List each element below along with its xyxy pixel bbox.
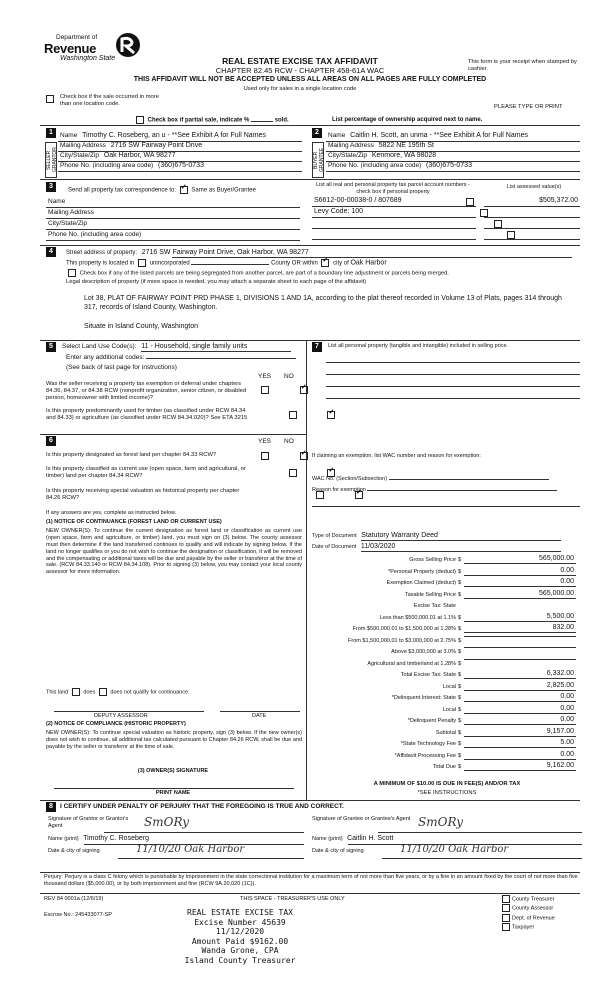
minimum-due-note: A MINIMUM OF $10.00 IS DUE IN FEE(S) AND/OR TAX — [373, 781, 521, 787]
buyer-phone-label: Phone No. (including area code) — [328, 162, 422, 169]
tax-row-label: *Personal Property (deduct) — [388, 568, 456, 575]
s5-q1-yes[interactable] — [261, 386, 269, 394]
dollar-sign: $ — [458, 649, 462, 655]
tax-row-label: From $500,000.01 to $1,500,000 at 1.28% — [352, 626, 456, 632]
city-of-label: city of — [333, 260, 349, 267]
tax-row-label: *Delinquent Penalty — [407, 718, 456, 724]
reason-field[interactable] — [367, 490, 557, 491]
see-instructions-note: *SEE INSTRUCTIONS — [417, 790, 477, 796]
s5-q2: Is this property predominantly used for timber (as classified under RCW 84.34 and 84.33) or agriculture (as classified under RCW 84.34.020)? See ETA 3215 — [46, 408, 248, 422]
tax-row-label: Local — [442, 683, 456, 690]
tax-row-amount[interactable]: 2,825.00 — [464, 682, 576, 691]
tax-row — [310, 613, 576, 624]
grantor-name-label: Name (print) — [48, 836, 79, 842]
situate-text[interactable]: Situate in Island County, Washington — [84, 323, 199, 330]
wac-field[interactable] — [389, 479, 549, 480]
sold-label: sold. — [274, 117, 289, 124]
county-field[interactable] — [191, 264, 269, 265]
tax-row-label: Exemption Claimed (deduct) — [386, 580, 456, 586]
section-8 — [44, 802, 584, 874]
tax-name-label: Name — [48, 198, 66, 205]
tax-row-label: Above $3,000,000 at 3.0% — [391, 649, 456, 655]
section-6-number: 6 — [46, 436, 56, 446]
tax-row — [310, 682, 576, 693]
seller-city-value[interactable]: Oak Harbor, WA 98277 — [103, 152, 176, 159]
dollar-sign: $ — [458, 695, 462, 701]
used-only-note: Used only for sales in a single location code — [243, 86, 357, 92]
same-as-buyer-checkbox[interactable] — [180, 186, 188, 194]
notice1-text: NEW OWNER(S): To continue the current designation as forest land or classification as current use (open space, farm and agriculture, or timber) land, you must sign on (3) below. The county assessor must then determine if the land transferred continues to qualify and will indicate by signing below. If the land no longer qualifies or you do not wish to continue the designation or classification, it will be removed and the compensating or additional taxes will be due and payable by the seller or transferor at the time of sale. (RCW 84.33.140 or RCW 84.34.108). Prior to signing (3) below, you may contact your local county assessor for more information. — [46, 528, 302, 576]
notice-banner: THIS AFFIDAVIT WILL NOT BE ACCEPTED UNLESS ALL AREAS ON ALL PAGES ARE FULLY COMPLETED — [133, 76, 487, 83]
tax-row-label: Taxable Selling Price — [404, 591, 456, 598]
s6-q3: Is this property receiving special valuation as historical property per chapter 84.26 RCW? — [46, 488, 240, 502]
tax-row-label: Less than $500,000.01 at 1.1% — [379, 614, 456, 621]
buyer-section — [312, 128, 582, 177]
copy-assessor-checkbox[interactable] — [502, 904, 510, 912]
tax-row-amount[interactable]: 9,162.00 — [464, 762, 576, 771]
stamp-line-3: 11/12/2020 — [215, 927, 265, 937]
copy-assessor-label: County Assessor — [512, 905, 554, 912]
copy-revenue-label: Dept. of Revenue — [512, 915, 555, 922]
section-4 — [44, 247, 584, 333]
tax-row-amount[interactable]: 0.00 — [464, 716, 576, 725]
multi-location-label: Check box if the sale occurred in more than one location code. — [60, 94, 159, 107]
same-as-buyer-label: Same as Buyer/Grantee — [191, 187, 256, 194]
tax-row-amount[interactable]: 5.00 — [464, 739, 576, 748]
seller-phone-label: Phone No. (including area code) — [60, 162, 154, 169]
dept-line3: Washington State — [60, 55, 116, 62]
section-3-number: 3 — [46, 182, 56, 192]
dollar-sign: $ — [458, 706, 462, 713]
grantor-date-value[interactable]: 11/10/20 Oak Harbor — [136, 844, 245, 855]
copy-taxpayer-label: Taxpayer — [512, 924, 535, 931]
dollar-sign: $ — [458, 580, 462, 586]
buyer-mailing-value[interactable]: 5822 NE 195th St — [378, 142, 434, 149]
revenue-logo — [44, 34, 154, 74]
tax-row-label: Gross Selling Price — [409, 557, 456, 563]
grantee-signature[interactable]: SmORy — [418, 815, 464, 829]
page-subtitle: CHAPTER 82.45 RCW - CHAPTER 458-61A WAC — [215, 66, 385, 75]
treasurer-stamp — [170, 908, 310, 966]
s5-q1-no[interactable] — [300, 386, 308, 394]
city-of-value[interactable]: Oak Harbor — [350, 259, 387, 267]
located-in-label: This property is located in — [66, 260, 135, 267]
wac-label: WAC No. (Section/Subsection) — [312, 476, 387, 482]
street-value[interactable]: 2716 SW Fairway Point Drive, Oak Harbor, WA 98277 — [141, 249, 309, 256]
section-4-number: 4 — [46, 247, 56, 257]
if-yes-note: If any answers are yes, complete as instructed below. — [46, 510, 177, 516]
doc-date-value[interactable]: 11/03/2020 — [361, 543, 561, 552]
copy-distribution — [500, 895, 555, 933]
tax-row-amount[interactable]: 6,332.00 — [464, 670, 576, 679]
buyer-name-label: Name — [328, 132, 346, 139]
section-3 — [44, 182, 584, 246]
assessed-header: List assessed value(s) — [506, 184, 562, 190]
copy-revenue-checkbox[interactable] — [502, 914, 510, 922]
certify-statement: I CERTIFY UNDER PENALTY OF PERJURY THAT THE FOREGOING IS TRUE AND CORRECT. — [60, 803, 344, 810]
seller-mailing-label: Mailing Address — [60, 142, 106, 149]
seller-city-label: City/State/Zip — [60, 152, 100, 159]
stamp-line-5: Wanda Grone, CPA — [201, 946, 279, 956]
dollar-sign: $ — [458, 764, 462, 770]
city-of-checkbox[interactable] — [321, 259, 329, 267]
tax-row-label: Local — [442, 706, 456, 713]
section-5 — [44, 342, 302, 436]
section-5-number: 5 — [46, 342, 56, 352]
buyer-name-value[interactable]: Caitlin H. Scott, an unma - **See Exhibit A for Full Names — [350, 132, 528, 139]
tax-row-amount[interactable] — [464, 659, 576, 660]
land-does-label: does — [83, 689, 96, 696]
additional-codes-label: Enter any additional codes: — [66, 354, 145, 361]
tax-row-label: *Affidavit Processing Fee — [394, 752, 456, 759]
dollar-sign: $ — [458, 672, 462, 678]
tax-row — [310, 762, 576, 773]
tax-row-amount[interactable]: 565,000.00 — [464, 555, 576, 564]
see-back-note: (See back of last page for instructions) — [66, 364, 177, 371]
tax-row-label: *State Technology Fee — [400, 741, 456, 747]
tax-row — [310, 578, 576, 589]
tax-row — [310, 716, 576, 727]
perjury-statement: Perjury: Perjury is a class C felony which is punishable by imprisonment in the state correctional institution for a maximum term of not more than five years, or by a fine in an amount fixed by the court of not more than five thousand dollars ($5,000.00), or by both imprisonment and fine (RCW 9A.20.020 (1C)). — [44, 874, 578, 888]
seller-name-value[interactable]: Timothy C. Roseberg, an u - **See Exhibit A for Full Names — [82, 132, 266, 139]
copy-taxpayer-checkbox[interactable] — [502, 923, 510, 931]
stamp-line-2: Excise Number 45639 — [194, 917, 286, 927]
tax-row-amount[interactable] — [464, 647, 576, 648]
parcel-1-value[interactable]: S6612-00-00038-0 / 807689 — [314, 197, 402, 204]
s6-q1: Is this property designated as forest land per chapter 84.33 RCW? — [46, 452, 217, 458]
revenue-logo-icon — [114, 32, 142, 58]
unincorporated-checkbox[interactable] — [138, 259, 146, 267]
levy-code-value[interactable]: Levy Code: 100 — [314, 208, 364, 215]
seller-section — [44, 128, 302, 177]
tax-mailing-label: Mailing Address — [48, 209, 94, 216]
tax-row — [310, 739, 576, 750]
land-use-value[interactable]: 11 - Household, single family units — [141, 343, 291, 352]
doc-type-label: Type of Document — [312, 533, 357, 539]
tax-row-amount[interactable]: 0.00 — [464, 578, 576, 587]
tax-row-label: Subtotal — [435, 729, 456, 736]
this-land-label: This land — [46, 689, 69, 696]
notice1-title: (1) NOTICE OF CONTINUANCE (FOREST LAND OR CURRENT USE) — [46, 519, 222, 525]
grantor-name-value[interactable]: Timothy C. Roseberg — [83, 835, 149, 842]
dollar-sign: $ — [458, 729, 462, 736]
section-1-number: 1 — [46, 128, 56, 138]
parcel-1-personal-checkbox[interactable] — [466, 198, 474, 206]
s5-no-header: NO — [284, 373, 294, 380]
tax-row-label: Total Excise Tax: State — [400, 672, 456, 678]
partial-sale-checkbox[interactable] — [136, 116, 144, 124]
stamp-line-6: Island County Treasurer — [184, 955, 296, 965]
land-does-not-label: does not qualify for continuance. — [110, 689, 190, 696]
copy-treasurer-label: County Treasurer — [512, 896, 555, 903]
buyer-phone-value[interactable]: (360)675-0733 — [426, 162, 472, 169]
tax-row-amount[interactable]: 5,500.00 — [464, 613, 576, 622]
legal-label: Legal description of property (if more space is needed, you may attach a separate sheet to each page of the affidavit) — [66, 279, 367, 285]
seller-mailing-value[interactable]: 2716 SW Fairway Point Drive — [110, 142, 203, 149]
tax-row-amount[interactable]: 0.00 — [464, 567, 576, 576]
dollar-sign: $ — [458, 557, 462, 563]
dollar-sign: $ — [458, 718, 462, 724]
county-or-within-label: County OR within — [271, 260, 318, 267]
dollar-sign: $ — [458, 614, 462, 621]
s6-q2: Is this property classified as current use (open space, farm and agricultural, or timber) land per chapter 84.34 RCW? — [46, 466, 246, 480]
land-does-checkbox[interactable] — [72, 688, 80, 696]
tax-row-amount[interactable]: 0.00 — [464, 751, 576, 760]
multi-location-checkbox[interactable] — [46, 95, 54, 103]
tax-row — [310, 751, 576, 762]
partial-sale-row — [134, 116, 289, 125]
street-label: Street address of property: — [66, 250, 138, 256]
tax-row-label: *Delinquent Interest: State — [391, 695, 456, 701]
tax-row-amount[interactable]: 9,157.00 — [464, 728, 576, 737]
page-title: REAL ESTATE EXCISE TAX AFFIDAVIT — [222, 56, 378, 66]
notice2-title: (2) NOTICE OF COMPLIANCE (HISTORIC PROPERTY) — [46, 721, 186, 727]
stamp-line-4: Amount Paid $9162.00 — [191, 936, 289, 946]
seller-side-label: SELLER GRANTOR — [45, 142, 57, 178]
s6-no-header: NO — [284, 438, 294, 445]
seller-phone-value[interactable]: (360)675-0733 — [158, 162, 204, 169]
dollar-sign: $ — [458, 637, 462, 644]
personal-property-label: List all personal property (tangible and intangible) included in selling price. — [328, 343, 509, 349]
owner-signature-label: (3) OWNER(S) SIGNATURE — [137, 768, 209, 774]
s6-q1-yes[interactable] — [261, 452, 269, 460]
tax-row-label: Agricultural and timberland at 1.28% — [367, 660, 456, 667]
stamp-line-1: REAL ESTATE EXCISE TAX — [187, 908, 293, 917]
rev-number: REV 84 0001a (12/6/19) — [44, 896, 104, 902]
dollar-sign: $ — [458, 660, 462, 667]
tax-row-label: Total Due — [432, 764, 456, 770]
unincorporated-label: unincorporated — [149, 260, 190, 267]
tax-row — [310, 647, 576, 658]
parcel-2-personal-checkbox[interactable] — [480, 209, 488, 217]
partial-percent-field[interactable] — [251, 121, 273, 122]
send-correspondence-label: Send all property tax correspondence to: — [68, 187, 177, 194]
tax-row — [310, 555, 576, 566]
buyer-side-label: BUYER GRANTEE — [312, 142, 324, 178]
s5-q2-yes[interactable] — [289, 411, 297, 419]
tax-row-amount[interactable] — [464, 636, 576, 637]
tax-row — [310, 636, 576, 647]
tax-row-label: From $1,500,000.01 to $3,000,000 at 2.75% — [348, 637, 456, 644]
grantee-signature-label: Signature of Grantee or Grantee's Agent — [312, 816, 411, 822]
s5-yes-header: YES — [258, 373, 272, 380]
please-type: PLEASE TYPE OR PRINT — [494, 104, 563, 110]
assessed-1-value[interactable]: $505,372.00 — [539, 197, 578, 204]
treasurer-only-label: THIS SPACE - TREASURER'S USE ONLY — [240, 896, 345, 902]
grantor-signature[interactable]: SmORy — [144, 815, 190, 829]
doc-type-value[interactable]: Statutory Warranty Deed — [361, 532, 561, 541]
grantee-date-value[interactable]: 11/10/20 Oak Harbor — [400, 844, 509, 855]
land-use-label: Select Land Use Code(s): — [62, 343, 137, 350]
parcel-header: List all real and personal property tax parcel account numbers - check box if personal property — [316, 182, 470, 195]
tax-row — [310, 670, 576, 681]
grantee-name-label: Name (print) — [312, 836, 343, 842]
tax-row — [310, 624, 576, 635]
s6-yes-header: YES — [258, 438, 272, 445]
tax-row-amount[interactable]: 0.00 — [464, 705, 576, 714]
doc-date-label: Date of Document — [312, 544, 357, 550]
segregated-checkbox[interactable] — [68, 269, 76, 277]
grantor-date-label: Date & city of signing — [48, 848, 100, 854]
section-8-number: 8 — [46, 802, 56, 812]
dollar-sign: $ — [458, 752, 462, 759]
buyer-city-label: City/State/Zip — [328, 152, 368, 159]
s6-q2-yes[interactable] — [289, 469, 297, 477]
tax-row — [310, 601, 576, 612]
grantee-name-value[interactable]: Caitlin H. Scott — [347, 835, 394, 842]
reason-label: Reason for exemption — [312, 487, 366, 493]
tax-row-amount[interactable]: 832.00 — [464, 624, 576, 633]
parcel-3-personal-checkbox[interactable] — [494, 220, 502, 228]
grantee-date-label: Date & city of signing — [312, 848, 364, 854]
parcel-4-personal-checkbox[interactable] — [507, 231, 515, 239]
additional-codes-field[interactable] — [146, 358, 296, 359]
segregated-label: Check box if any of the listed parcels are being segregated from another parcel, are part of a boundary line adjustment or parcels being merged. — [79, 270, 449, 277]
tax-row-amount[interactable]: 0.00 — [464, 693, 576, 702]
print-name-label: PRINT NAME — [155, 790, 191, 796]
partial-sale-label: Check box if partial sale, indicate % — [147, 117, 250, 124]
section-6 — [44, 436, 302, 802]
buyer-mailing-label: Mailing Address — [328, 142, 374, 149]
tax-row — [310, 567, 576, 578]
dollar-sign: $ — [458, 741, 462, 747]
tax-row — [310, 728, 576, 739]
assessor-date-label: DATE — [252, 713, 267, 719]
grantor-signature-label: Signature of Grantor or Grantor's Agent — [48, 816, 129, 830]
exemption-label: If claiming an exemption, list WAC number and reason for exemption: — [312, 453, 481, 459]
deputy-assessor-label: DEPUTY ASSESSOR — [94, 713, 148, 719]
escrow-number: Escrow No.: 245433077-SP — [44, 912, 112, 918]
tax-row — [310, 590, 576, 601]
tax-city-label: City/State/Zip — [48, 220, 88, 227]
section-2-number: 2 — [312, 128, 322, 138]
percentage-label: List percentage of ownership acquired next to name. — [332, 117, 483, 123]
receipt-note: This form is your receipt when stamped by cashier. — [468, 59, 577, 72]
tax-row-label: Excise Tax: State — [413, 603, 456, 609]
copy-treasurer-checkbox[interactable] — [502, 895, 510, 903]
tax-row — [310, 659, 576, 670]
dollar-sign: $ — [458, 626, 462, 632]
land-does-not-checkbox[interactable] — [99, 688, 107, 696]
tax-row — [310, 705, 576, 716]
section-7-number: 7 — [312, 342, 322, 352]
tax-phone-label: Phone No. (including area code) — [48, 231, 142, 238]
s5-q1: Was the seller receiving a property tax exemption or deferral under chapters 84.36, 84.37, or 84.38 RCW (nonprofit organization, senior citizen, or disabled person, homeowner with limited income)? — [46, 381, 247, 402]
buyer-city-value[interactable]: Kenmore, WA 98028 — [371, 152, 437, 159]
seller-name-label: Name — [60, 132, 78, 139]
s6-q1-no[interactable] — [300, 452, 308, 460]
tax-row-amount[interactable]: 565,000.00 — [464, 590, 576, 599]
dollar-sign: $ — [458, 683, 462, 690]
dept-line1: Department of — [56, 34, 98, 41]
dollar-sign: $ — [458, 591, 462, 598]
dollar-sign: $ — [458, 568, 462, 575]
dept-line2: Revenue — [44, 41, 97, 56]
notice2-text: NEW OWNER(S): To continue special valuation as historic property, sign (3) below. If the new owner(s) does not wish to continue, all additional tax calculated pursuant to Chapter 84.26 RCW, shall be due and payable by the seller or transferor at the time of sale. — [46, 730, 302, 750]
tax-row — [310, 693, 576, 704]
legal-description[interactable]: Lot 38, PLAT OF FAIRWAY POINT PRD PHASE 1, DIVISIONS 1 AND 1A, according to the plat thereof recorded in Volume 13 of Plats, pages 314 through 317, records of Island County, Washington. — [84, 295, 562, 312]
